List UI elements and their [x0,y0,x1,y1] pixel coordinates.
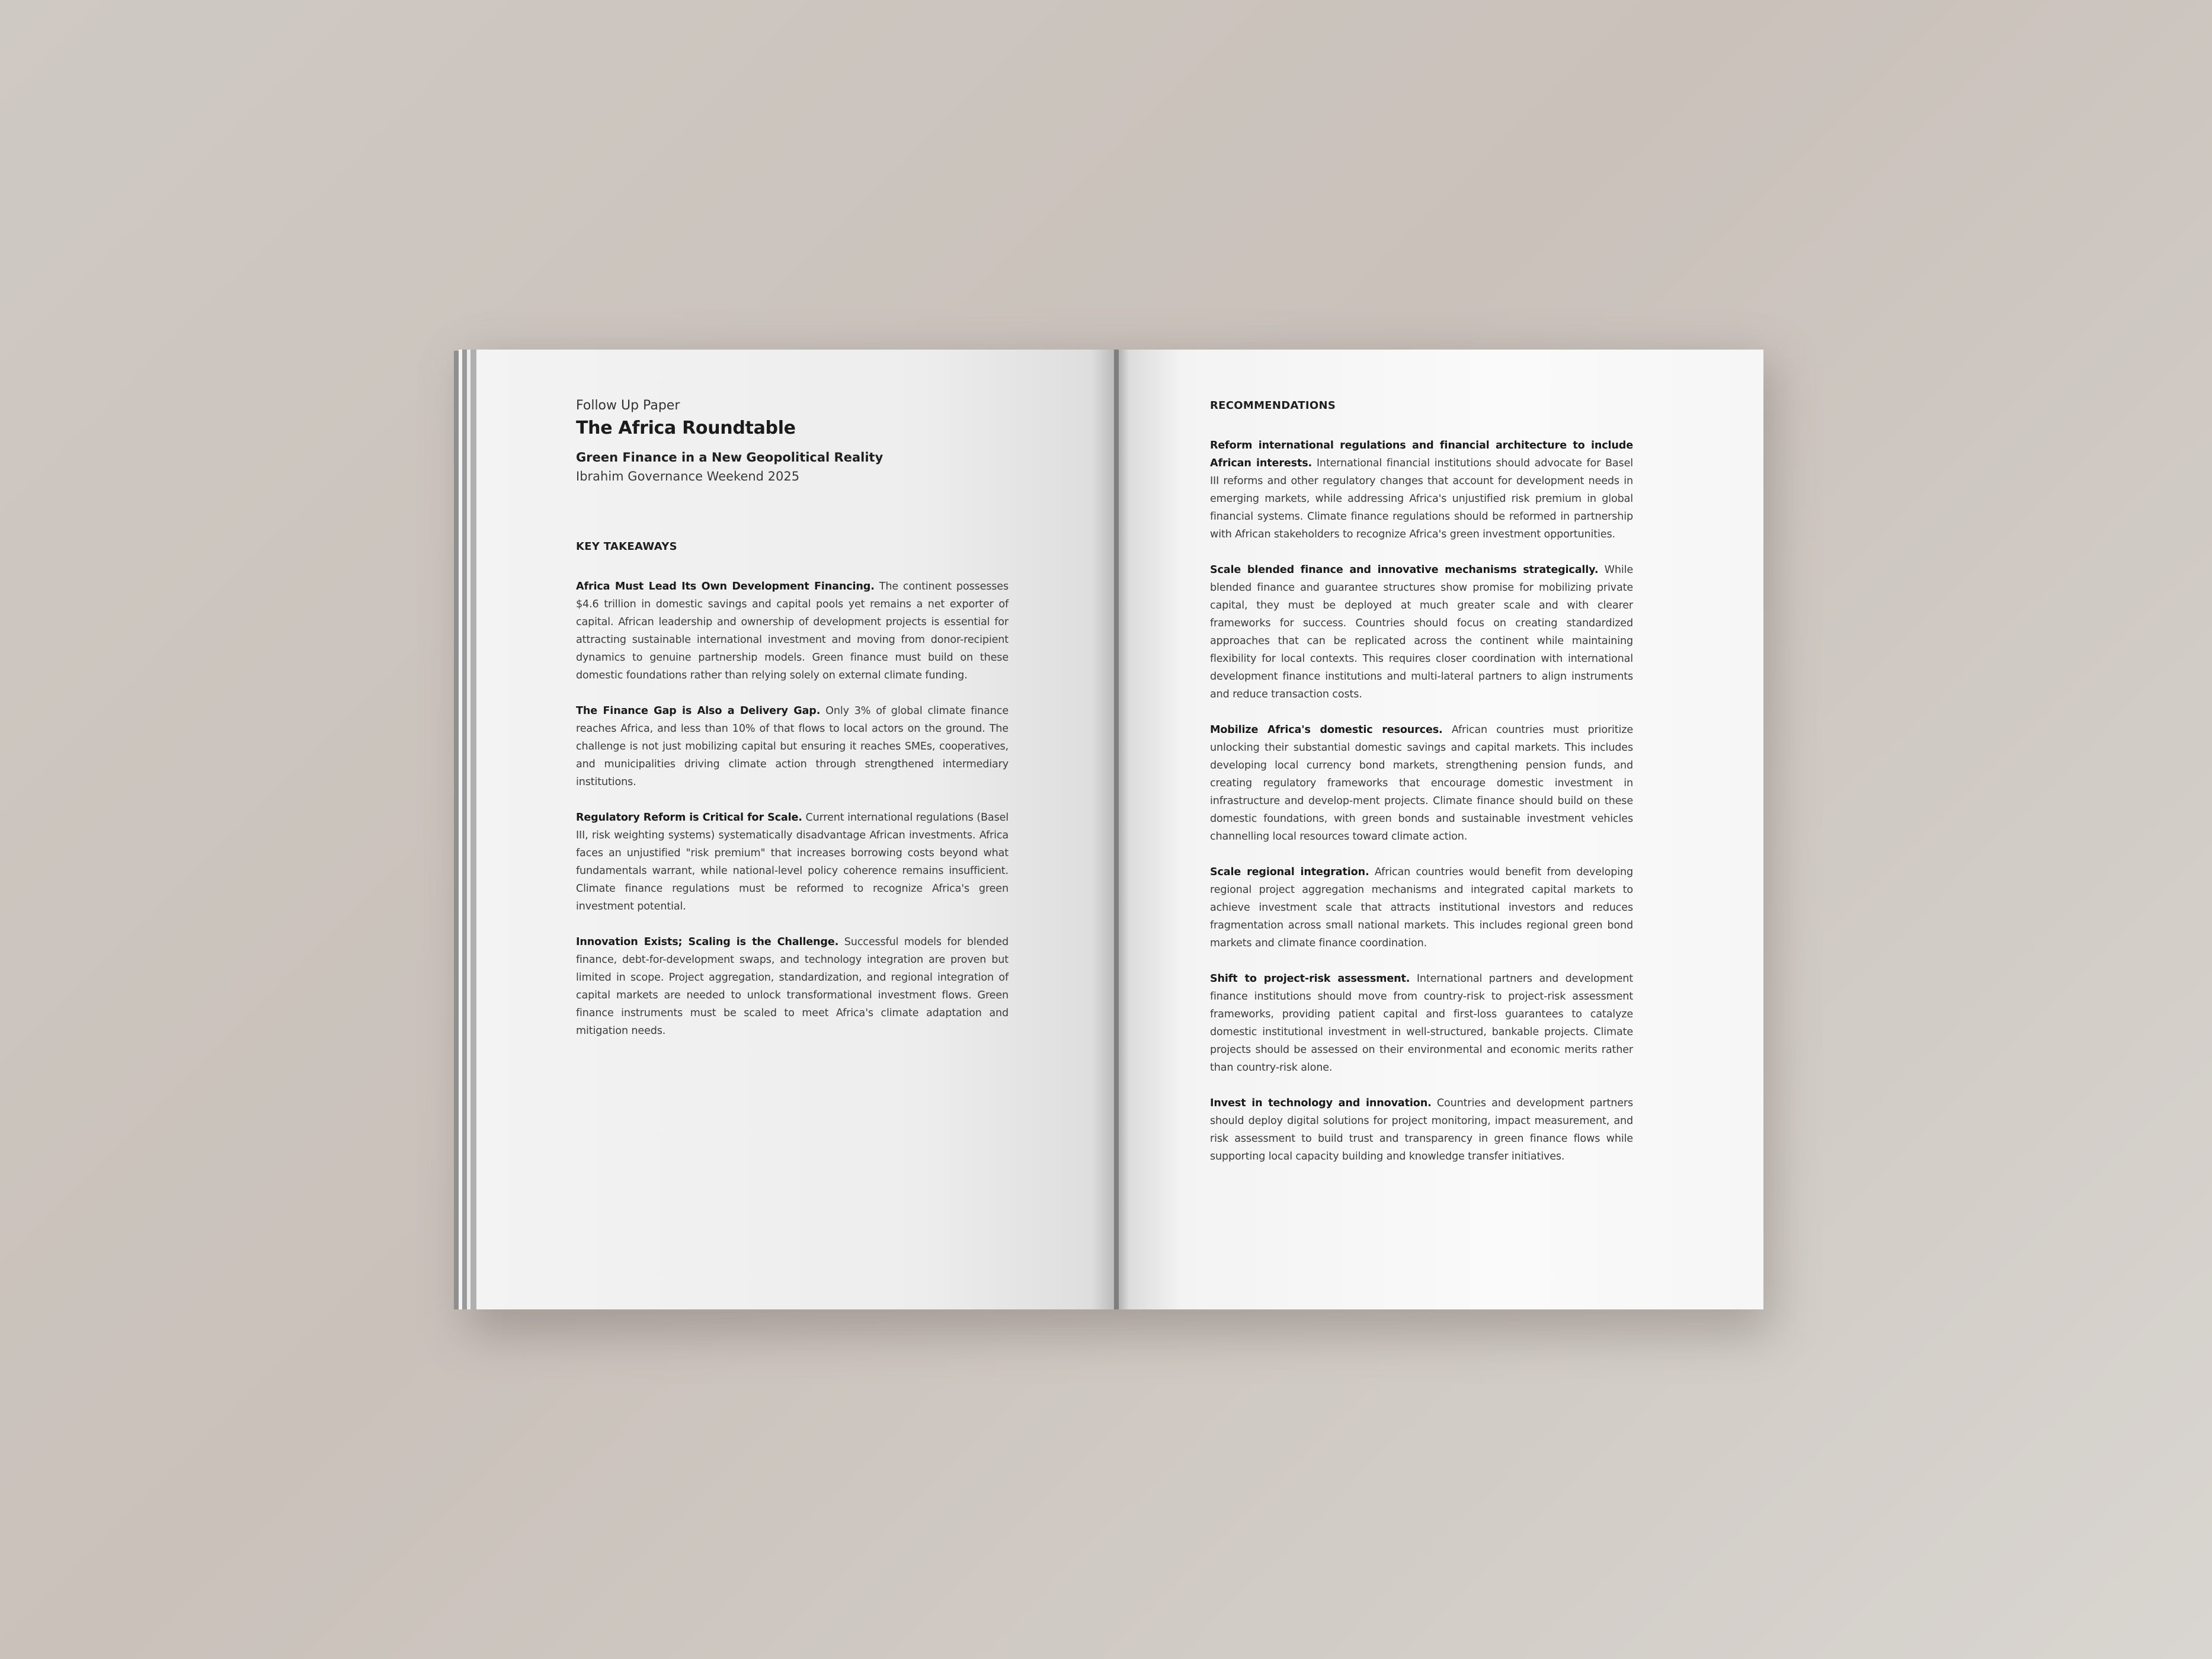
takeaway-lead: Regulatory Reform is Critical for Scale. [576,812,802,824]
key-takeaways-heading: KEY TAKEAWAYS [576,540,677,553]
takeaway-paragraph [576,578,1009,684]
document-title: The Africa Roundtable [576,418,796,438]
takeaway-paragraph [576,933,1009,1040]
takeaway-body: Successful models for blended finance, debt-for-development swaps, and technology integration are proven but limited in scope. Project aggregation, standardization, and regional integration of capital markets are needed to unlock transformational investment flows. Green finance instruments must be scaled to meet Africa's climate adaptation and mitigation needs. [576,936,1009,1037]
recommendation-paragraph [1210,1094,1633,1165]
page-stack-edge [470,350,476,1309]
recommendation-body: While blended finance and guarantee structures show promise for mobilizing private capital, they must be deployed at much greater scale and with clearer frameworks for success. Countries should focus on creating standardized approaches that can be replicated across the continent while maintaining flexibility for local contexts. This requires closer coordination with international development finance institutions and multi-lateral partners to align instruments and reduce transaction costs. [1210,564,1634,700]
recommendation-body: International partners and development finance institutions should move from country-risk to project-risk assessment frameworks, providing patient capital and first-loss guarantees to catalyze domestic institutional investment in well-structured, bankable projects. Climate projects should be assessed on their environmental and economic merits rather than country-risk alone. [1210,973,1634,1074]
recommendation-lead: Scale regional integration. [1210,866,1369,878]
recommendation-lead: Invest in technology and innovation. [1210,1097,1432,1109]
recommendations-heading: RECOMMENDATIONS [1210,399,1336,412]
recommendation-body: African countries must prioritize unlocking their substantial domestic savings and capital markets. This includes developing local currency bond markets, strengthening pension funds, and creating regulatory frameworks that encourage domestic investment in infrastructure and develop-ment projects. Climate finance should build on these domestic foundations, with green bonds and sustainable investment vehicles channelling local resources toward climate action. [1210,724,1634,843]
takeaway-paragraph [576,702,1009,791]
recommendation-body: African countries would benefit from developing regional project aggregation mechanisms and integrated capital markets to achieve investment scale that attracts institutional investors and reduces fragmentation across small national markets. This includes regional green bond markets and climate finance coordination. [1210,866,1633,949]
page-stack-edge [454,351,459,1309]
recommendation-paragraph [1210,863,1633,952]
recommendation-lead: Mobilize Africa's domestic resources. [1210,724,1443,736]
takeaway-lead: Africa Must Lead Its Own Development Financing. [576,581,875,592]
recommendation-lead: Reform international regulations and financial architecture to include African interests. [1210,440,1633,469]
left-page [476,350,1116,1309]
recommendation-paragraph [1210,437,1633,543]
right-page [1116,350,1763,1309]
takeaway-lead: Innovation Exists; Scaling is the Challenge. [576,936,839,948]
takeaway-lead: The Finance Gap is Also a Delivery Gap. [576,705,821,717]
recommendation-lead: Shift to project-risk assessment. [1210,973,1410,985]
takeaway-body: The continent possesses $4.6 trillion in domestic savings and capital pools yet remains a net exporter of capital. African leadership and ownership of development projects is essential for attracting sustainable international investment and moving from donor-recipient dynamics to genuine partnership models. Green finance must build on these domestic foundations rather than relying solely on external climate funding. [576,581,1009,681]
recommendation-paragraph [1210,721,1633,845]
recommendation-paragraph [1210,561,1633,703]
recommendation-body: Countries and development partners should deploy digital solutions for project monitoring, impact measurement, and risk assessment to build trust and transparency in green finance flows while supporting local capacity building and knowledge transfer initiatives. [1210,1097,1634,1162]
event-name: Ibrahim Governance Weekend 2025 [576,469,800,483]
takeaway-paragraph [576,809,1009,915]
document-subtitle: Green Finance in a New Geopolitical Reality [576,450,883,465]
takeaway-body: Only 3% of global climate finance reaches Africa, and less than 10% of that flows to local actors on the ground. The challenge is not just mobilizing capital but ensuring it reaches SMEs, cooperatives, and municipalities driving climate action through strengthened intermediary institutions. [576,705,1009,788]
takeaway-body: Current international regulations (Basel III, risk weighting systems) systematically disadvantage African investments. Africa faces an unjustified "risk premium" that increases borrowing costs beyond what fundamentals warrant, while national-level policy coherence remains insufficient. Climate finance regulations must be reformed to recognize Africa's green investment potential. [576,812,1009,912]
right-page-content [1210,399,1633,1183]
recommendation-body: International financial institutions should advocate for Basel III reforms and other regulatory changes that account for development needs in emerging markets, while addressing Africa's unjustified risk premium in global financial systems. Climate finance regulations should be reformed in partnership with African stakeholders to recognize Africa's green investment opportunities. [1210,457,1633,540]
recommendation-lead: Scale blended finance and innovative mechanisms strategically. [1210,564,1599,576]
document-eyebrow: Follow Up Paper [576,398,680,413]
left-page-content [576,398,1009,1058]
page-stack-edge [462,350,467,1309]
booklet-spine [1114,350,1119,1309]
recommendation-paragraph [1210,970,1633,1077]
